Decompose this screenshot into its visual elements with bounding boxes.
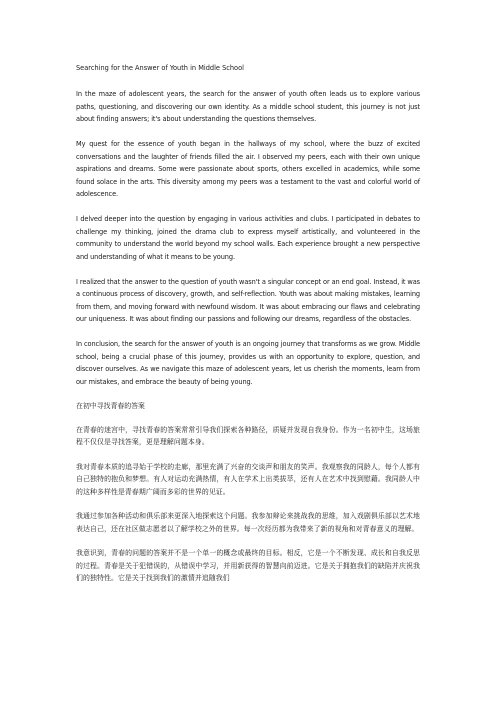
english-paragraph-4: I realized that the answer to the question of youth wasn't a singular concept or an end goal. Instead, it was a continuous process of discovery, growth, and self-reflection. Youth was about making mistakes, learning from them, and moving forward with newfound wisdom. It was about embracing our flaws and celebrating our uniqueness. It was about finding our passions and following our dreams, regardless of the obstacles. bbox=[76, 277, 420, 323]
chinese-paragraph-4: 我意识到，青春的问题的答案并不是一个单一的概念或最终的目标。相反，它是一个不断发现、成长和自我反思的过程。青春是关于犯错误的，从错误中学习，并用新获得的智慧向前迈进。它是关于拥抱我们的缺陷并庆祝我们的独特性。它是关于找到我们的激情并追随我们 bbox=[76, 549, 420, 582]
english-paragraph-2: My quest for the essence of youth began in the hallways of my school, where the buzz of excited conversations and the laughter of friends filled the air. I observed my peers, each with their own unique aspirations and dreams. Some were passionate about sports, others excelled in academics, while some found solace in the arts. This diversity among my peers was a testament to the vast and colorful world of adolescence. bbox=[76, 140, 420, 198]
english-paragraph-3: I delved deeper into the question by engaging in various activities and clubs. I participated in debates to challenge my thinking, joined the drama club to express myself artistically, and volunteered in the community to understand the world beyond my school walls. Each experience brought a new perspective and understanding of what it means to be young. bbox=[76, 215, 420, 261]
chinese-paragraph-1: 在青春的迷宫中，寻找青春的答案常常引导我们探索各种路径，质疑并发现自我身份。作为一名初中生，这场旅程不仅仅是寻找答案，更是理解问题本身。 bbox=[76, 425, 420, 446]
chinese-paragraph-2: 我对青春本质的追寻始于学校的走廊，那里充满了兴奋的交谈声和朋友的笑声。我观察我的同龄人，每个人都有自己独特的抱负和梦想。有人对运动充满热情，有人在学术上出类拔萃，还有人在艺术中找到慰藉。我同龄人中的这种多样性是青春期广阔而多彩的世界的见证。 bbox=[76, 462, 420, 496]
document-title: Searching for the Answer of Youth in Middle School bbox=[76, 64, 244, 72]
english-paragraph-5: In conclusion, the search for the answer of youth is an ongoing journey that transforms as we grow. Middle school, being a crucial phase of this journey, provides us with an opportunity to explore, question, and discover ourselves. As we navigate this maze of adolescent years, let us cherish the moments, learn from our mistakes, and embrace the beauty of being young. bbox=[76, 340, 420, 386]
chinese-title: 在初中寻找青春的答案 bbox=[76, 401, 145, 410]
english-paragraph-1: In the maze of adolescent years, the search for the answer of youth often leads us to explore various paths, questioning, and discovering our own identity. As a middle school student, this journey is not just about finding answers; it's about understanding the questions themselves. bbox=[76, 90, 420, 123]
chinese-paragraph-3: 我通过参加各种活动和俱乐部来更深入地探索这个问题。我参加辩论来挑战我的思维，加入戏剧俱乐部以艺术地表达自己，还在社区做志愿者以了解学校之外的世界。每一次经历都为我带来了新的视角和对青春意义的理解。 bbox=[76, 512, 420, 533]
